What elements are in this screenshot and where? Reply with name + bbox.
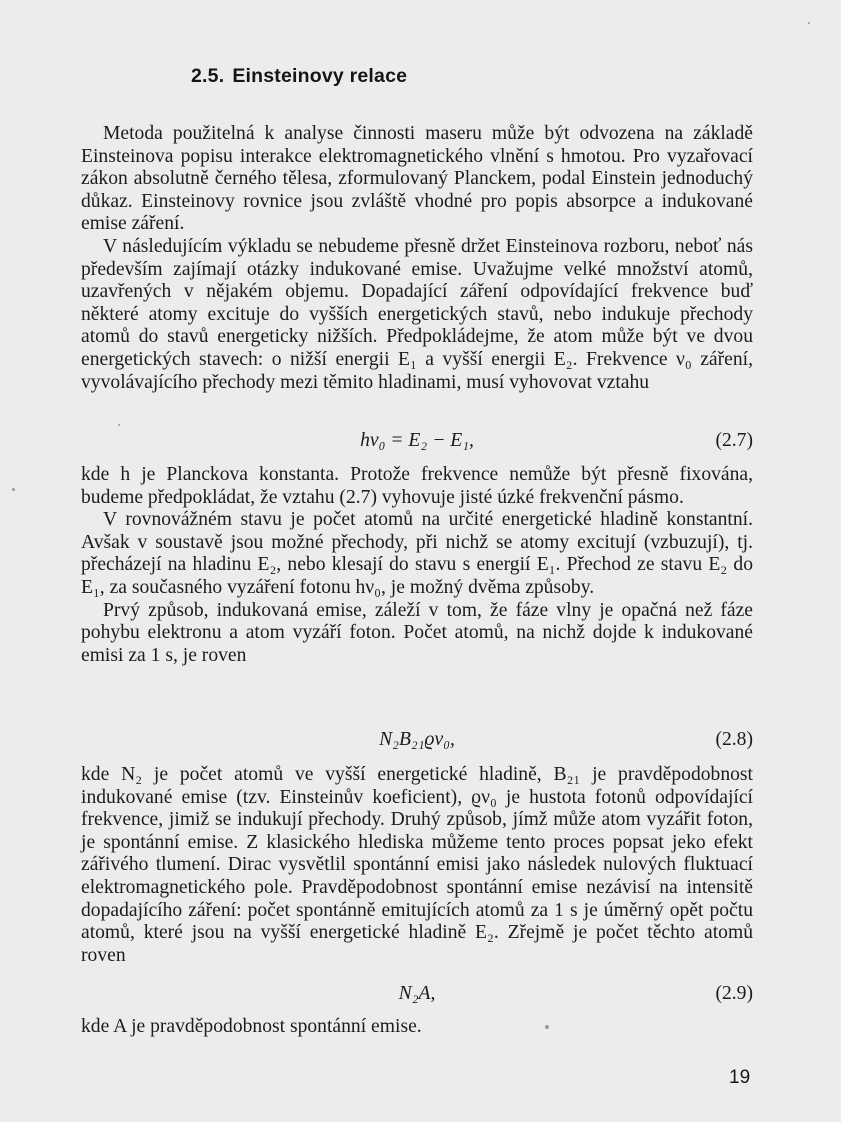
section-number: 2.5. <box>191 65 225 87</box>
paragraph-intro: Metoda použitelná k analyse činnosti maseru může být odvozena na základě Einsteinova popisu interakce elektromagnetického vlnění s hmotou. Pro vyzařovací zákon absolutně černého tělesa, zformulovaný Planckem, podal Einstein jednoduchý důkaz. Einsteinovy rovnice jsou zvláště vhodné pro popis absorpce a indukované emise záření. <box>81 123 753 235</box>
paragraph-two-level-atom: V následujícím výkladu se nebudeme přesně držet Einsteinova rozboru, neboť nás především zajímají otázky indukované emise. Uvažujme velké množství atomů, uzavřených v nějakém objemu. Dopadající záření odpovídající frekvence buď některé atomy excituje do vyšších energetických stavů, nebo indukuje přechody atomů do stavů energeticky nižších. Předpokládejme, že atom může být ve dvou energetických stavech: o nižší energii E₁ a vyšší energii E₂. Frekvence ν₀ záření, vyvolávajícího přechody mezi těmito hladinami, musí vyhovovat vztahu <box>81 235 753 393</box>
equation-2-8-label: (2.8) <box>715 729 753 750</box>
text-block-4 <box>81 1016 753 1039</box>
paragraph-spontaneous-probability: kde A je pravděpodobnost spontánní emise. <box>81 1016 422 1037</box>
equation-2-9 <box>81 983 753 1009</box>
equation-2-7-formula: hν₀ = E₂ − E₁, <box>360 430 474 451</box>
paragraph-spontaneous-emission: kde N₂ je počet atomů ve vyšší energetické hladině, B₂₁ je pravděpodobnost indukované emise (tzv. Einsteinův koeficient), ϱν₀ je hustota fotonů odpovídající frekvence, jimiž se indukují přechody. Druhý způsob, jímž může atom vyzářit foton, je spontánní emise. Z klasického hlediska můžeme tento proces popsat jeko efekt zářivého tlumení. Dirac vysvětlil spontánní emisi jako následek nulových fluktuací elektromagnetického pole. Pravděpodobnost spontánní emise nezávisí na intensitě dopadajícího záření: počet spontánně emitujících atomů za 1 s je úměrný opět počtu atomů, které jsou na vyšší energetické hladině E₂. Zřejmě je počet těchto atomů roven <box>81 764 753 966</box>
page-number: 19 <box>729 1067 751 1088</box>
paragraph-equilibrium: V rovnovážném stavu je počet atomů na určité energetické hladině konstantní. Avšak v soustavě jsou možné přechody, při nichž se atomy excitují (vzbuzují), tj. přecházejí na hladinu E₂, nebo klesají do stavu s energií E₁. Přechod ze stavu E₂ do E₁, za současného vyzáření fotonu hν₀, je možný dvěma způsoby. <box>81 509 753 598</box>
text-block-2 <box>81 464 753 667</box>
scan-speck <box>12 488 15 491</box>
equation-2-8-formula: N₂B₂₁ϱν₀, <box>379 729 455 750</box>
text-block-3 <box>81 764 753 967</box>
section-title: Einsteinovy relace <box>232 65 408 87</box>
scan-speck <box>808 22 810 24</box>
paragraph-planck-constant: kde h je Planckova konstanta. Protože frekvence nemůže být přesně fixována, budeme předpokládat, že vztahu (2.7) vyhovuje jisté úzké frekvenční pásmo. <box>81 464 753 508</box>
equation-2-7 <box>81 430 753 456</box>
paragraph-induced-emission: Prvý způsob, indukovaná emise, záleží v tom, že fáze vlny je opačná než fáze pohybu elektronu a atom vyzáří foton. Počet atomů, na nichž dojde k indukované emisi za 1 s, je roven <box>81 599 753 666</box>
equation-2-8 <box>81 729 753 755</box>
equation-2-7-label: (2.7) <box>715 430 753 451</box>
scan-speck <box>118 424 120 426</box>
scan-speck <box>545 1025 549 1029</box>
section-heading <box>191 65 407 88</box>
equation-2-9-formula: N₂A, <box>398 983 436 1004</box>
equation-2-9-label: (2.9) <box>715 983 753 1004</box>
text-block-1 <box>81 123 753 394</box>
